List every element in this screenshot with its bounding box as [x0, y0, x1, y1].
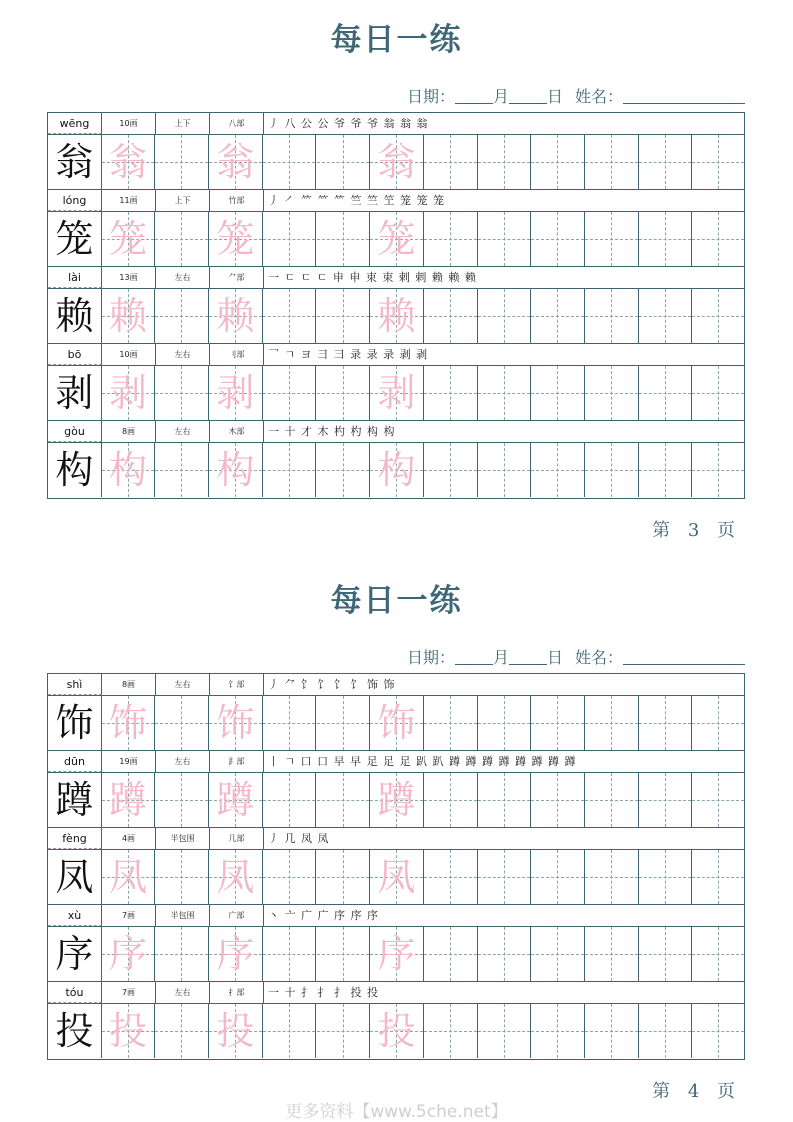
tianzige-box[interactable]	[102, 850, 156, 904]
model-character: 投	[55, 1009, 94, 1053]
writing-row	[48, 773, 744, 828]
char-info-row	[48, 267, 744, 289]
model-char-box	[48, 443, 102, 497]
trace-character: 蹲	[377, 778, 416, 822]
pinyin-label: tóu	[48, 982, 102, 1003]
tianzige-box[interactable]	[585, 927, 639, 981]
tianzige-box[interactable]	[263, 927, 317, 981]
trace-character: 剥	[377, 371, 416, 415]
model-character: 蹲	[55, 778, 94, 822]
tianzige-box[interactable]	[478, 289, 532, 343]
char-info-row	[48, 905, 744, 927]
stroke-count: 11画	[102, 190, 156, 211]
structure-label: 左右	[156, 751, 210, 772]
writing-row	[48, 135, 744, 190]
tianzige-box[interactable]	[585, 289, 639, 343]
month-blank	[455, 650, 493, 665]
model-character: 翁	[55, 140, 94, 184]
tianzige-box[interactable]	[209, 927, 263, 981]
pinyin-label: lóng	[48, 190, 102, 211]
tianzige-box[interactable]	[424, 1004, 478, 1058]
tianzige-box[interactable]	[317, 1004, 371, 1058]
pinyin-label: bō	[48, 344, 102, 365]
radical-label: 扌部	[210, 982, 264, 1003]
model-character: 笼	[55, 217, 94, 261]
trace-character: 凤	[109, 855, 148, 899]
trace-character: 饰	[216, 701, 255, 745]
char-info-row	[48, 674, 744, 696]
model-char-box	[48, 696, 102, 750]
stroke-order: 丨 ㄱ 口 口 早 早 足 足 足 趴 趴 蹲 蹲 蹲 蹲 蹲 蹲 蹲 蹲	[268, 755, 577, 768]
tianzige-box[interactable]	[531, 443, 585, 497]
writing-row	[48, 1004, 744, 1059]
tianzige-box[interactable]	[263, 696, 317, 750]
trace-character: 赖	[109, 294, 148, 338]
tianzige-box[interactable]	[692, 927, 744, 981]
date-label: 日期：	[406, 648, 455, 667]
radical-label: 几部	[210, 828, 264, 849]
model-char-box	[48, 135, 102, 189]
tianzige-box[interactable]	[155, 1004, 209, 1058]
tianzige-box[interactable]	[263, 443, 317, 497]
tianzige-box[interactable]	[317, 289, 371, 343]
tianzige-box[interactable]	[478, 443, 532, 497]
structure-label: 上下	[156, 190, 210, 211]
tianzige-box[interactable]	[531, 773, 585, 827]
tianzige-box[interactable]	[639, 212, 693, 266]
tianzige-box[interactable]	[370, 773, 424, 827]
model-char-box	[48, 366, 102, 420]
stroke-count: 19画	[102, 751, 156, 772]
writing-row	[48, 696, 744, 751]
tianzige-box[interactable]	[585, 366, 639, 420]
tianzige-box[interactable]	[639, 366, 693, 420]
trace-character: 蹲	[216, 778, 255, 822]
tianzige-box[interactable]	[531, 135, 585, 189]
tianzige-box[interactable]	[424, 443, 478, 497]
name-blank	[623, 89, 745, 104]
tianzige-box[interactable]	[478, 212, 532, 266]
structure-label: 左右	[156, 344, 210, 365]
radical-label: 饣部	[210, 674, 264, 695]
tianzige-box[interactable]	[102, 927, 156, 981]
tianzige-box[interactable]	[209, 366, 263, 420]
info-line	[407, 645, 745, 668]
writing-row	[48, 212, 744, 267]
day-label: 日	[546, 648, 563, 667]
tianzige-box[interactable]	[209, 289, 263, 343]
trace-character: 翁	[109, 140, 148, 184]
pinyin-label: shì	[48, 674, 102, 695]
stroke-order: 一 十 才 木 杓 杓 构 构	[268, 425, 396, 438]
trace-character: 饰	[377, 701, 416, 745]
model-char-box	[48, 927, 102, 981]
stroke-count: 10画	[102, 113, 156, 134]
tianzige-box[interactable]	[155, 135, 209, 189]
writing-row	[48, 366, 744, 421]
tianzige-box[interactable]	[155, 773, 209, 827]
tianzige-box[interactable]	[155, 443, 209, 497]
tianzige-box[interactable]	[102, 212, 156, 266]
structure-label: 左右	[156, 421, 210, 442]
model-character: 序	[55, 932, 94, 976]
char-info-row	[48, 751, 744, 773]
model-char-box	[48, 289, 102, 343]
structure-label: 左右	[156, 982, 210, 1003]
tianzige-box[interactable]	[155, 850, 209, 904]
name-label: 姓名：	[574, 648, 623, 667]
tianzige-box[interactable]	[370, 696, 424, 750]
tianzige-box[interactable]	[585, 443, 639, 497]
day-blank	[509, 89, 547, 104]
structure-label: 半包围	[156, 905, 210, 926]
tianzige-box[interactable]	[585, 135, 639, 189]
char-info-row	[48, 421, 744, 443]
trace-character: 翁	[216, 140, 255, 184]
radical-label: 竹部	[210, 190, 264, 211]
stroke-order: 丿 八 公 公 爷 爷 爷 翁 翁 翁	[268, 117, 429, 130]
name-blank	[623, 650, 745, 665]
tianzige-box[interactable]	[102, 443, 156, 497]
model-character: 饰	[55, 701, 94, 745]
tianzige-box[interactable]	[639, 135, 693, 189]
trace-character: 序	[216, 932, 255, 976]
writing-row	[48, 850, 744, 905]
tianzige-box[interactable]	[692, 135, 744, 189]
day-blank	[509, 650, 547, 665]
tianzige-box[interactable]	[478, 366, 532, 420]
stroke-order: 丶 亠 广 广 序 序 序	[268, 909, 379, 922]
tianzige-box[interactable]	[102, 773, 156, 827]
char-info-row	[48, 828, 744, 850]
tianzige-box[interactable]	[585, 696, 639, 750]
name-label: 姓名：	[574, 87, 623, 106]
trace-character: 构	[109, 448, 148, 492]
trace-character: 构	[216, 448, 255, 492]
tianzige-box[interactable]	[692, 1004, 744, 1058]
trace-character: 构	[377, 448, 416, 492]
practice-grid	[47, 112, 745, 499]
page-number: 第 4 页	[652, 1081, 741, 1102]
tianzige-box[interactable]	[424, 135, 478, 189]
char-info-row	[48, 113, 744, 135]
tianzige-box[interactable]	[102, 366, 156, 420]
model-char-box	[48, 773, 102, 827]
tianzige-box[interactable]	[692, 443, 744, 497]
radical-label: 木部	[210, 421, 264, 442]
stroke-count: 8画	[102, 421, 156, 442]
tianzige-box[interactable]	[585, 773, 639, 827]
trace-character: 笼	[216, 217, 255, 261]
tianzige-box[interactable]	[209, 696, 263, 750]
stroke-count: 10画	[102, 344, 156, 365]
tianzige-box[interactable]	[263, 135, 317, 189]
tianzige-box[interactable]	[531, 289, 585, 343]
writing-row	[48, 443, 744, 498]
page-title: 每日一练	[330, 583, 463, 619]
structure-label: 左右	[156, 674, 210, 695]
tianzige-box[interactable]	[424, 212, 478, 266]
pinyin-label: dūn	[48, 751, 102, 772]
stroke-order: 丿 ⺈ 饣 饣 饣 饣 饰 饰	[268, 678, 396, 691]
trace-character: 投	[216, 1009, 255, 1053]
trace-character: 投	[377, 1009, 416, 1053]
tianzige-box[interactable]	[317, 850, 371, 904]
tianzige-box[interactable]	[478, 696, 532, 750]
char-info-row	[48, 982, 744, 1004]
stroke-count: 7画	[102, 982, 156, 1003]
tianzige-box[interactable]	[692, 289, 744, 343]
tianzige-box[interactable]	[639, 773, 693, 827]
trace-character: 序	[377, 932, 416, 976]
tianzige-box[interactable]	[370, 443, 424, 497]
tianzige-box[interactable]	[263, 850, 317, 904]
day-label: 日	[546, 87, 563, 106]
tianzige-box[interactable]	[155, 366, 209, 420]
month-label: 月	[492, 87, 509, 106]
tianzige-box[interactable]	[209, 773, 263, 827]
tianzige-box[interactable]	[478, 135, 532, 189]
trace-character: 凤	[216, 855, 255, 899]
radical-label: ⺈部	[210, 267, 264, 288]
writing-row	[48, 289, 744, 344]
tianzige-box[interactable]	[424, 366, 478, 420]
tianzige-box[interactable]	[370, 366, 424, 420]
trace-character: 翁	[377, 140, 416, 184]
char-info-row	[48, 344, 744, 366]
tianzige-box[interactable]	[370, 850, 424, 904]
tianzige-box[interactable]	[478, 773, 532, 827]
tianzige-box[interactable]	[317, 927, 371, 981]
tianzige-box[interactable]	[102, 135, 156, 189]
tianzige-box[interactable]	[155, 927, 209, 981]
trace-character: 蹲	[109, 778, 148, 822]
trace-character: 凤	[377, 855, 416, 899]
trace-character: 剥	[216, 371, 255, 415]
trace-character: 笼	[377, 217, 416, 261]
structure-label: 左右	[156, 267, 210, 288]
month-label: 月	[492, 648, 509, 667]
tianzige-box[interactable]	[424, 927, 478, 981]
model-char-box	[48, 850, 102, 904]
tianzige-box[interactable]	[585, 212, 639, 266]
tianzige-box[interactable]	[639, 927, 693, 981]
tianzige-box[interactable]	[155, 289, 209, 343]
tianzige-box[interactable]	[531, 366, 585, 420]
stroke-order: 丿 几 凤 凤	[268, 832, 330, 845]
char-info-row	[48, 190, 744, 212]
tianzige-box[interactable]	[263, 773, 317, 827]
tianzige-box[interactable]	[317, 366, 371, 420]
tianzige-box[interactable]	[263, 366, 317, 420]
worksheet-page-3	[0, 0, 793, 560]
stroke-count: 7画	[102, 905, 156, 926]
date-label: 日期：	[406, 87, 455, 106]
trace-character: 笼	[109, 217, 148, 261]
tianzige-box[interactable]	[424, 773, 478, 827]
tianzige-box[interactable]	[531, 927, 585, 981]
pinyin-label: lài	[48, 267, 102, 288]
stroke-count: 4画	[102, 828, 156, 849]
model-character: 赖	[55, 294, 94, 338]
stroke-count: 13画	[102, 267, 156, 288]
tianzige-box[interactable]	[585, 1004, 639, 1058]
trace-character: 赖	[377, 294, 416, 338]
tianzige-box[interactable]	[209, 1004, 263, 1058]
stroke-order: 一 十 扌 扌 扌 投 投	[268, 986, 379, 999]
trace-character: 饰	[109, 701, 148, 745]
trace-character: 赖	[216, 294, 255, 338]
tianzige-box[interactable]	[209, 135, 263, 189]
pinyin-label: xù	[48, 905, 102, 926]
tianzige-box[interactable]	[317, 212, 371, 266]
stroke-order: 丿 ㇒ ⺮ ⺮ ⺮ 竺 竺 笁 笼 笼 笼	[268, 194, 445, 207]
tianzige-box[interactable]	[263, 212, 317, 266]
tianzige-box[interactable]	[639, 850, 693, 904]
page-number: 第 3 页	[652, 520, 741, 541]
tianzige-box[interactable]	[639, 289, 693, 343]
tianzige-box[interactable]	[370, 212, 424, 266]
tianzige-box[interactable]	[317, 443, 371, 497]
tianzige-box[interactable]	[155, 696, 209, 750]
tianzige-box[interactable]	[424, 696, 478, 750]
model-char-box	[48, 1004, 102, 1058]
tianzige-box[interactable]	[102, 696, 156, 750]
tianzige-box[interactable]	[102, 289, 156, 343]
trace-character: 剥	[109, 371, 148, 415]
tianzige-box[interactable]	[585, 850, 639, 904]
tianzige-box[interactable]	[692, 850, 744, 904]
tianzige-box[interactable]	[209, 443, 263, 497]
worksheet-page-4	[0, 561, 793, 1121]
stroke-order: 乛 ㄱ ヨ 彐 彐 录 录 录 剥 剥	[268, 348, 429, 361]
writing-row	[48, 927, 744, 982]
structure-label: 半包围	[156, 828, 210, 849]
tianzige-box[interactable]	[639, 696, 693, 750]
tianzige-box[interactable]	[370, 1004, 424, 1058]
structure-label: 上下	[156, 113, 210, 134]
tianzige-box[interactable]	[370, 135, 424, 189]
tianzige-box[interactable]	[155, 212, 209, 266]
tianzige-box[interactable]	[478, 927, 532, 981]
tianzige-box[interactable]	[263, 289, 317, 343]
tianzige-box[interactable]	[317, 135, 371, 189]
info-line	[407, 84, 745, 107]
trace-character: 序	[109, 932, 148, 976]
model-character: 凤	[55, 855, 94, 899]
tianzige-box[interactable]	[424, 850, 478, 904]
tianzige-box[interactable]	[531, 212, 585, 266]
model-char-box	[48, 212, 102, 266]
tianzige-box[interactable]	[424, 289, 478, 343]
footer-watermark: 更多资料【www.5che.net】	[285, 1102, 508, 1122]
month-blank	[455, 89, 493, 104]
tianzige-box[interactable]	[692, 212, 744, 266]
tianzige-box[interactable]	[317, 696, 371, 750]
tianzige-box[interactable]	[478, 1004, 532, 1058]
stroke-count: 8画	[102, 674, 156, 695]
model-character: 构	[55, 448, 94, 492]
stroke-order: 一 ㄷ ㄷ ㄷ 申 申 束 束 剌 剌 赖 赖 赖	[268, 271, 477, 284]
tianzige-box[interactable]	[102, 1004, 156, 1058]
tianzige-box[interactable]	[639, 443, 693, 497]
tianzige-box[interactable]	[478, 850, 532, 904]
tianzige-box[interactable]	[692, 696, 744, 750]
radical-label: ⻊部	[210, 751, 264, 772]
pinyin-label: gòu	[48, 421, 102, 442]
tianzige-box[interactable]	[692, 773, 744, 827]
pinyin-label: wēng	[48, 113, 102, 134]
model-character: 剥	[55, 371, 94, 415]
pinyin-label: fèng	[48, 828, 102, 849]
tianzige-box[interactable]	[692, 366, 744, 420]
radical-label: 八部	[210, 113, 264, 134]
tianzige-box[interactable]	[370, 289, 424, 343]
tianzige-box[interactable]	[639, 1004, 693, 1058]
tianzige-box[interactable]	[209, 212, 263, 266]
tianzige-box[interactable]	[531, 696, 585, 750]
tianzige-box[interactable]	[531, 1004, 585, 1058]
radical-label: 刂部	[210, 344, 264, 365]
tianzige-box[interactable]	[209, 850, 263, 904]
tianzige-box[interactable]	[317, 773, 371, 827]
practice-grid	[47, 673, 745, 1060]
tianzige-box[interactable]	[370, 927, 424, 981]
radical-label: 广部	[210, 905, 264, 926]
tianzige-box[interactable]	[263, 1004, 317, 1058]
page-title: 每日一练	[330, 22, 463, 58]
tianzige-box[interactable]	[531, 850, 585, 904]
trace-character: 投	[109, 1009, 148, 1053]
